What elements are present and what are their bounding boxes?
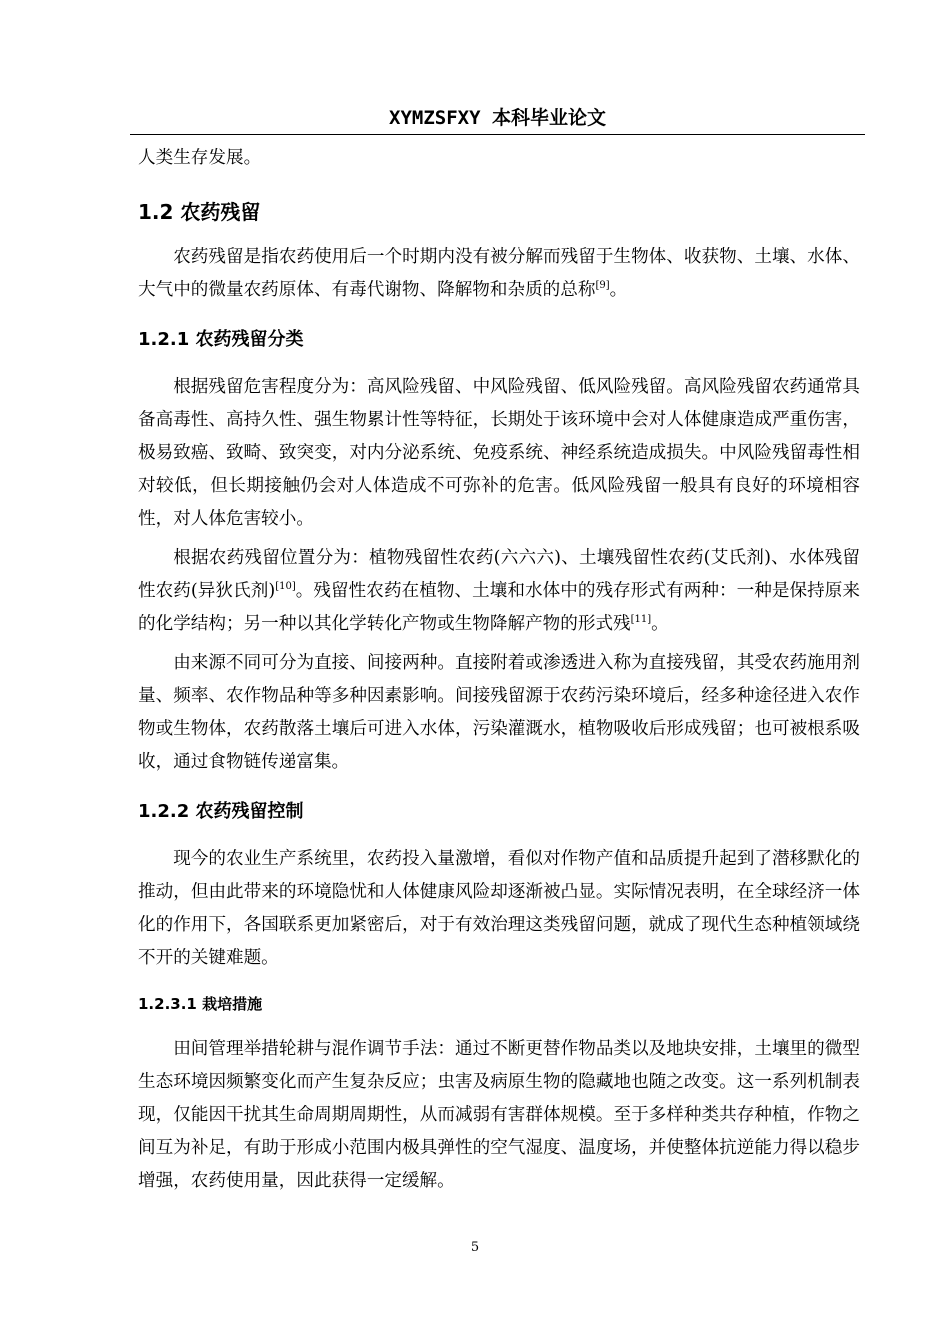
section-heading-1-2-3-1: 1.2.3.1 栽培措施 [138,995,263,1013]
paragraph-end: 。 [609,280,628,300]
paragraph-text-a: 根据农药残留位置分为：植物残留性农药(六六六)、土壤残留性农药(艾氏剂)、水体残留性农药(异狄氏剂) [138,548,860,601]
intro-tail-paragraph: 人类生存发展。 [138,148,262,168]
paragraph-text-c: 。 [651,614,669,634]
page-content [138,142,860,1198]
citation-11: [11] [630,614,652,626]
section-heading-1-2-1: 1.2.1 农药残留分类 [138,329,304,350]
paragraph-risk-classification: 根据残留危害程度分为：高风险残留、中风险残留、低风险残留。高风险残留农药通常具备高毒性、高持久性、强生物累计性等特征，长期处于该环境中会对人体健康造成严重伤害，极易致癌、致畸、致突变，对内分泌系统、免疫系统、神经系统造成损失。中风险残留毒性相对较低，但长期接触仍会对人体造成不可弥补的危害。低风险残留一般具有良好的环境相容性，对人体危害较小。 [138,377,860,529]
paragraph-pesticide-residue-definition [138,241,860,307]
section-heading-1-2: 1.2 农药残留 [138,200,261,224]
citation-9: [9] [595,280,610,292]
paragraph-cultivation-measures: 田间管理举措轮耕与混作调节手法：通过不断更替作物品类以及地块安排，土壤里的微型生态环境因频繁变化而产生复杂反应；虫害及病原生物的隐藏地也随之改变。这一系列机制表现，仅能因干扰其生命周期周期性，从而减弱有害群体规模。至于多样种类共存种植，作物之间互为补足，有助于形成小范围内极具弹性的空气湿度、温度场，并使整体抗逆能力得以稳步增强，农药使用量，因此获得一定缓解。 [138,1039,860,1191]
paragraph-text: 农药残留是指农药使用后一个时期内没有被分解而残留于生物体、收获物、土壤、水体、大气中的微量农药原体、有毒代谢物、降解物和杂质的总称 [138,247,860,300]
citation-10: [10] [275,581,296,593]
paragraph-residue-control: 现今的农业生产系统里，农药投入量激增，看似对作物产值和品质提升起到了潜移默化的推动，但由此带来的环境隐忧和人体健康风险却逐渐被凸显。实际情况表明，在全球经济一体化的作用下，各国联系更加紧密后，对于有效治理这类残留问题，就成了现代生态种植领域绕不开的关键难题。 [138,849,860,968]
page-number: 5 [470,1240,480,1255]
paragraph-source-classification: 由来源不同可分为直接、间接两种。直接附着或渗透进入称为直接残留，其受农药施用剂量、频率、农作物品种等多种因素影响。间接残留源于农药污染环境后，经多种途径进入农作物或生物体，农药散落土壤后可进入水体，污染灌溉水，植物吸收后形成残留；也可被根系吸收，通过食物链传递富集。 [138,653,860,772]
page-header: XYMZSFXY 本科毕业论文 [130,104,865,135]
section-heading-1-2-2: 1.2.2 农药残留控制 [138,801,304,822]
paragraph-location-classification [138,542,860,641]
paragraph-text-b: 。残留性农药在植物、土壤和水体中的残存形式有两种：一种是保持原来的化学结构；另一种以其化学转化产物或生物降解产物的形式残 [138,581,860,634]
